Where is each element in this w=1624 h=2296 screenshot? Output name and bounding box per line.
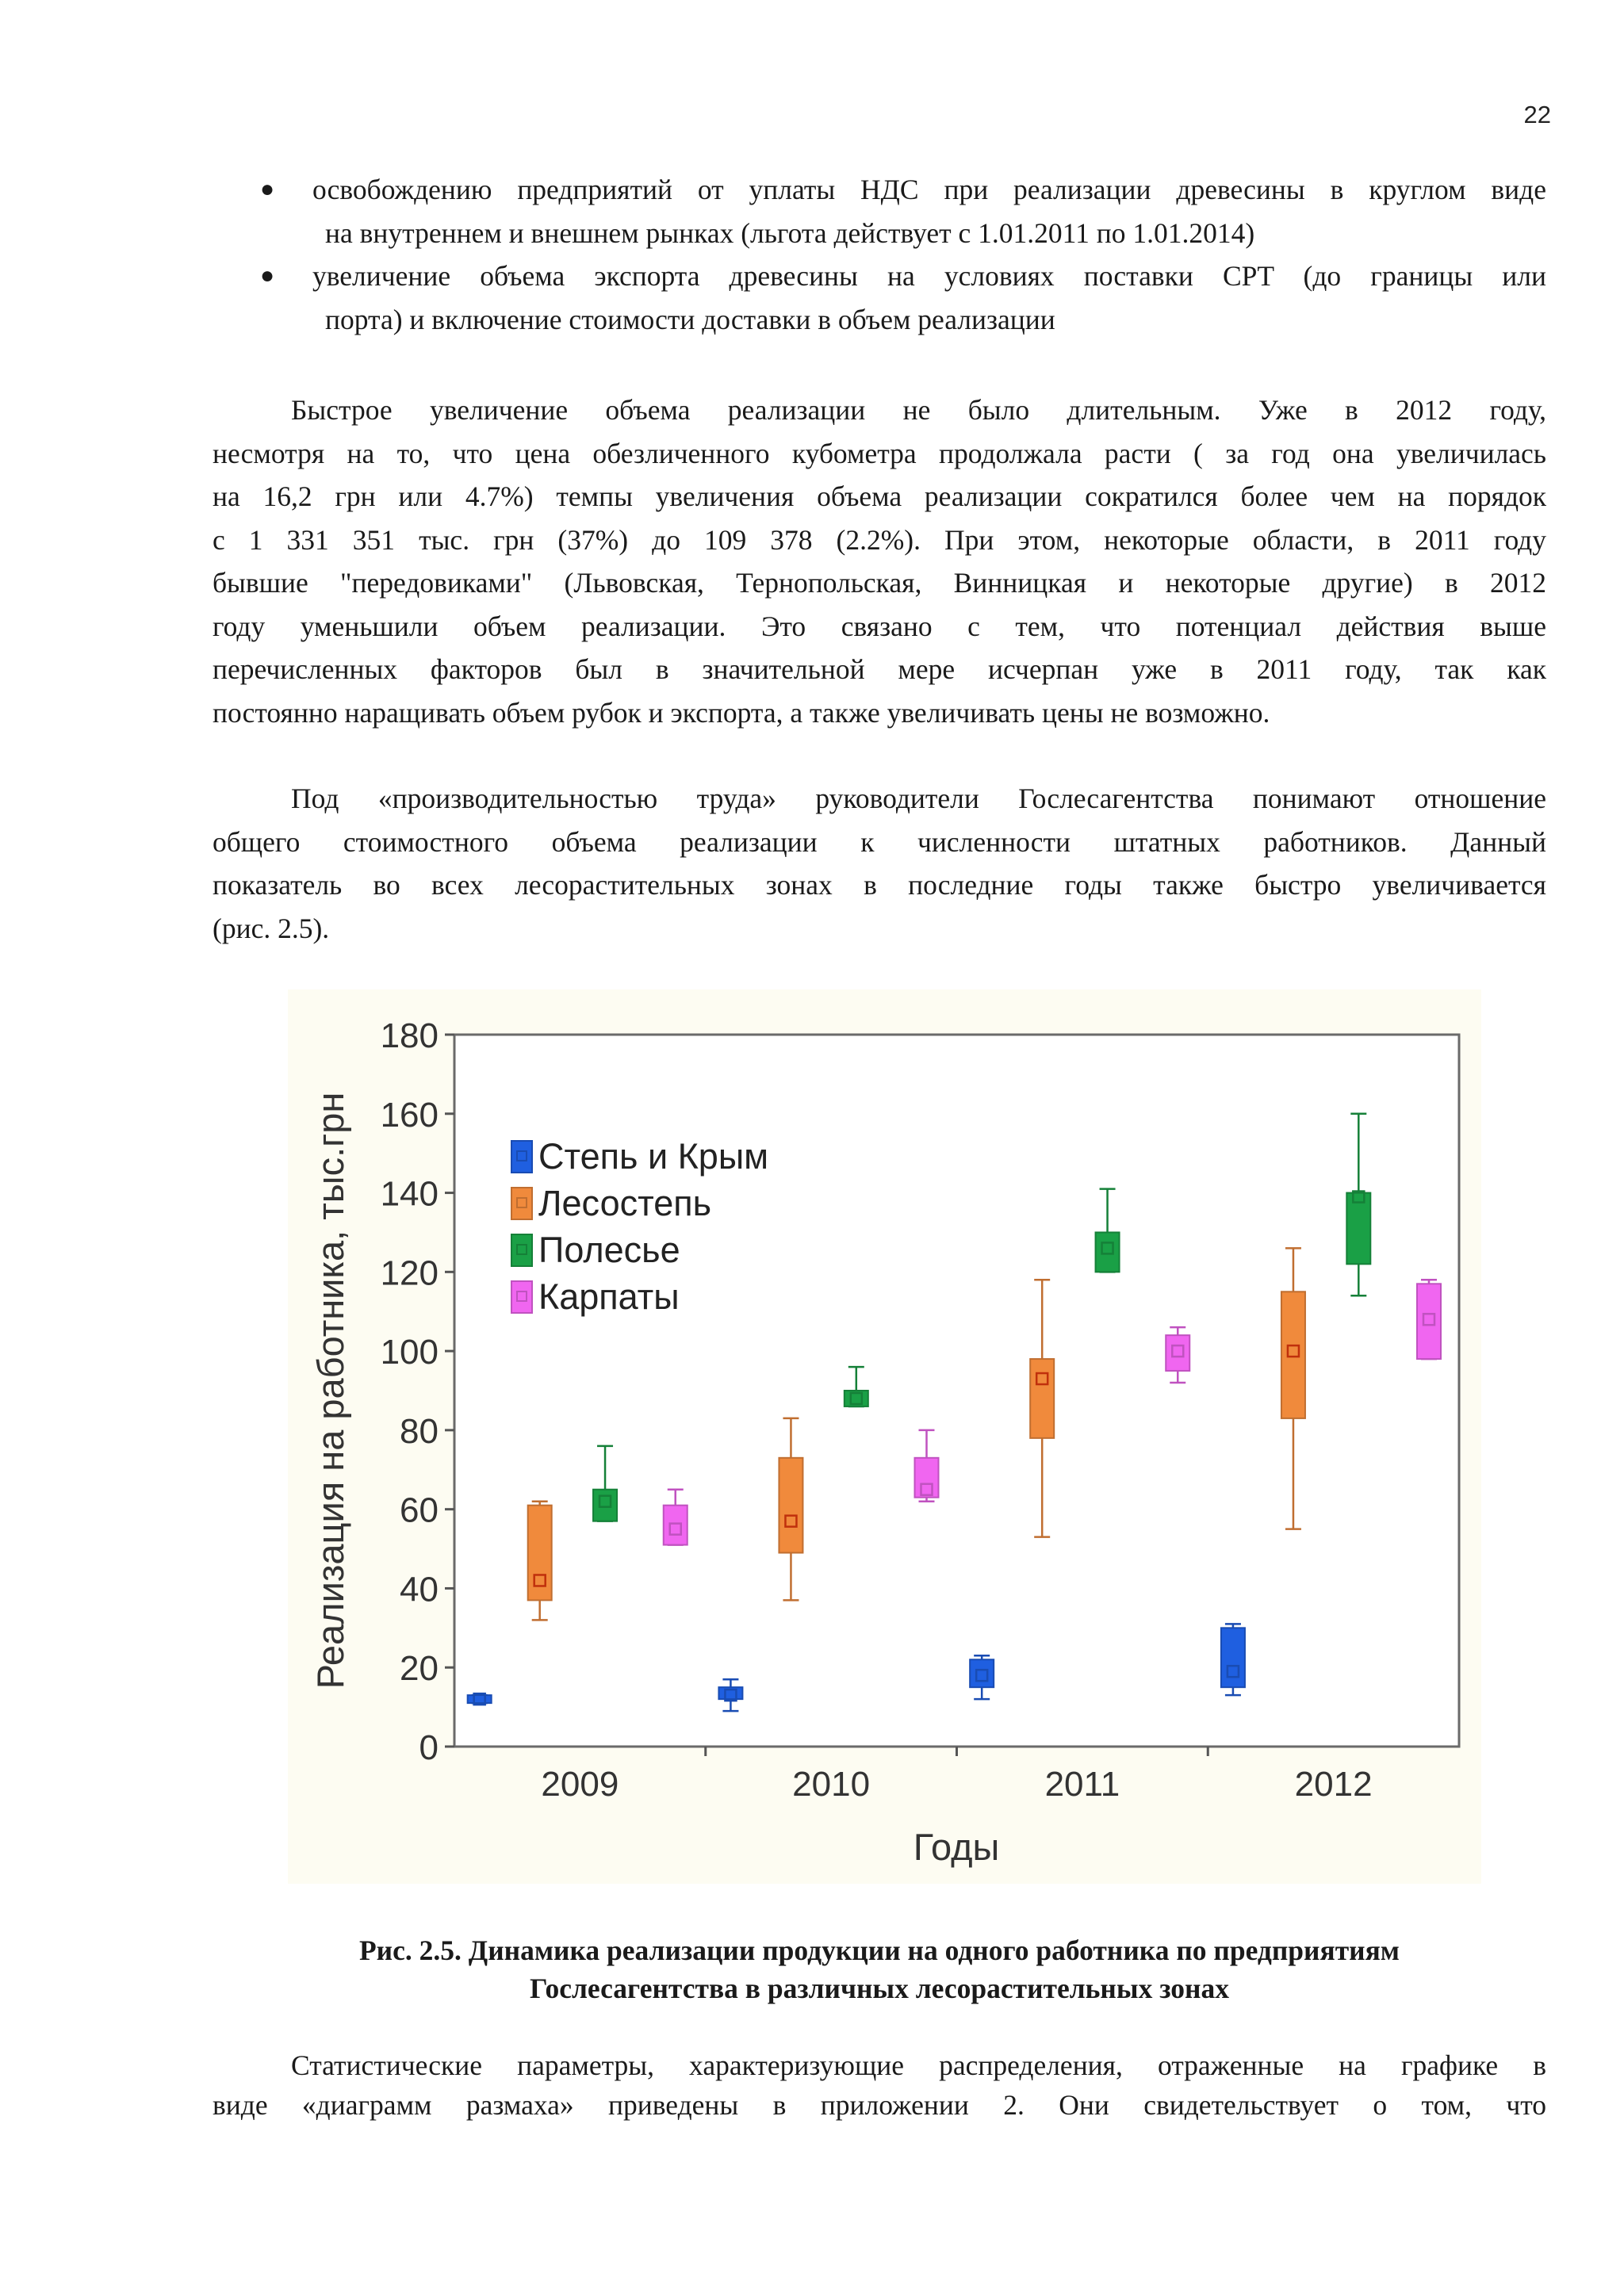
- box-plot-item: [468, 1693, 492, 1705]
- x-tick-label: 2010: [792, 1765, 871, 1804]
- box: [914, 1458, 938, 1498]
- y-tick-label: 100: [380, 1333, 439, 1372]
- paragraph: [213, 2045, 1546, 2125]
- bullet-item: [213, 168, 1546, 254]
- bullet-icon: ●: [260, 176, 275, 202]
- boxplot-chart: [288, 989, 1481, 1884]
- paragraph-line: Под «производительностью труда» руководители Гослесагентства понимают отношение: [291, 783, 1546, 814]
- x-tick-label: 2009: [541, 1765, 619, 1804]
- x-tick-label: 2012: [1294, 1765, 1373, 1804]
- bullet-line: порта) и включение стоимости доставки в объем реализации: [325, 303, 1055, 335]
- x-axis: [541, 1747, 1372, 1804]
- box: [779, 1458, 802, 1553]
- figure-chart: [288, 989, 1481, 1884]
- bullet-line: увеличение объема экспорта древесины на условиях поставки CPT (до границы или: [312, 260, 1546, 292]
- paragraph-line: с 1 331 351 тыс. грн (37%) до 109 378 (2.2%). При этом, некоторые области, в 2011 году: [213, 523, 1546, 556]
- box: [970, 1659, 994, 1687]
- paragraph-line: Статистические параметры, характеризующие распределения, отраженные на графике в: [291, 2049, 1546, 2081]
- paragraph-line: постоянно наращивать объем рубок и экспорта, а также увеличивать цены не возможно.: [213, 696, 1270, 729]
- legend-swatch: [511, 1141, 532, 1173]
- paragraph-line: (рис. 2.5).: [213, 912, 330, 944]
- y-tick-label: 180: [380, 1016, 439, 1055]
- x-axis-label: Годы: [913, 1826, 1000, 1868]
- y-tick-label: 80: [400, 1411, 439, 1451]
- y-tick-label: 60: [400, 1490, 439, 1530]
- paragraph-line: виде «диаграмм размаха» приведены в приложении 2. Они свидетельствует о том, что: [213, 2089, 1546, 2121]
- legend-swatch: [511, 1281, 532, 1313]
- box: [1221, 1628, 1245, 1687]
- paragraph-line: на 16,2 грн или 4.7%) темпы увеличения объема реализации сократился более чем на порядок: [213, 480, 1546, 512]
- legend-label: Степь и Крым: [538, 1136, 769, 1177]
- box: [1030, 1359, 1054, 1438]
- paragraph-line: перечисленных факторов был в значительной мере исчерпан уже в 2011 году, так как: [213, 653, 1546, 685]
- bullet-item: [213, 254, 1546, 341]
- x-tick-label: 2011: [1044, 1765, 1120, 1804]
- y-tick-label: 0: [419, 1728, 439, 1767]
- box: [1346, 1193, 1370, 1265]
- y-tick-label: 40: [400, 1570, 439, 1609]
- y-tick-label: 120: [380, 1253, 439, 1293]
- box: [1417, 1284, 1441, 1359]
- y-tick-label: 20: [400, 1649, 439, 1689]
- paragraph-line: бывшие "передовиками" (Львовская, Тернопольская, Винницкая и некоторые другие) в 2012: [213, 567, 1546, 599]
- box: [1096, 1232, 1120, 1272]
- box: [664, 1506, 688, 1545]
- paragraph-line: общего стоимостного объема реализации к численности штатных работников. Данный: [213, 825, 1546, 858]
- y-axis-label: Реализация на работника, тыс.грн: [309, 1092, 351, 1689]
- legend-item: [511, 1183, 711, 1223]
- legend-swatch: [511, 1234, 532, 1266]
- legend-label: Карпаты: [538, 1276, 680, 1317]
- legend-label: Лесостепь: [538, 1183, 712, 1223]
- paragraph-line: несмотря на то, что цена обезличенного кубометра продолжала расти ( за год она увеличилась: [213, 437, 1546, 469]
- bullet-line: освобождению предприятий от уплаты НДС при реализации древесины в круглом виде: [312, 174, 1546, 205]
- box-plot-item: [1221, 1624, 1245, 1695]
- box-plot-item: [1417, 1280, 1441, 1359]
- caption-line: Гослесагентства в различных лесорастительных зонах: [530, 1973, 1229, 2004]
- legend-item: [511, 1136, 768, 1177]
- y-tick-label: 160: [380, 1095, 439, 1135]
- paragraph: [213, 388, 1546, 734]
- box: [593, 1490, 617, 1521]
- page-number: 22: [1523, 101, 1551, 128]
- legend-swatch: [511, 1188, 532, 1219]
- legend-label: Полесье: [538, 1230, 680, 1270]
- paragraph-line: показатель во всех лесорастительных зонах в последние годы также быстро увеличивается: [213, 869, 1546, 901]
- y-axis: [381, 1016, 454, 1767]
- bullet-line: на внутреннем и внешнем рынках (льгота действует с 1.01.2011 по 1.01.2014): [325, 216, 1255, 249]
- bullet-icon: ●: [260, 262, 275, 289]
- box: [1281, 1292, 1305, 1418]
- paragraph-line: году уменьшили объем реализации. Это связано с тем, что потенциал действия выше: [213, 610, 1546, 642]
- box: [1166, 1335, 1189, 1371]
- bullet-list: [213, 168, 1546, 341]
- y-tick-label: 140: [380, 1174, 439, 1214]
- paragraph: [213, 777, 1546, 950]
- caption-line: Рис. 2.5. Динамика реализации продукции на одного работника по предприятиям: [359, 1934, 1400, 1966]
- paragraph-line: Быстрое увеличение объема реализации не было длительным. Уже в 2012 году,: [291, 394, 1546, 426]
- box: [468, 1695, 492, 1703]
- figure-caption: [213, 1931, 1546, 2007]
